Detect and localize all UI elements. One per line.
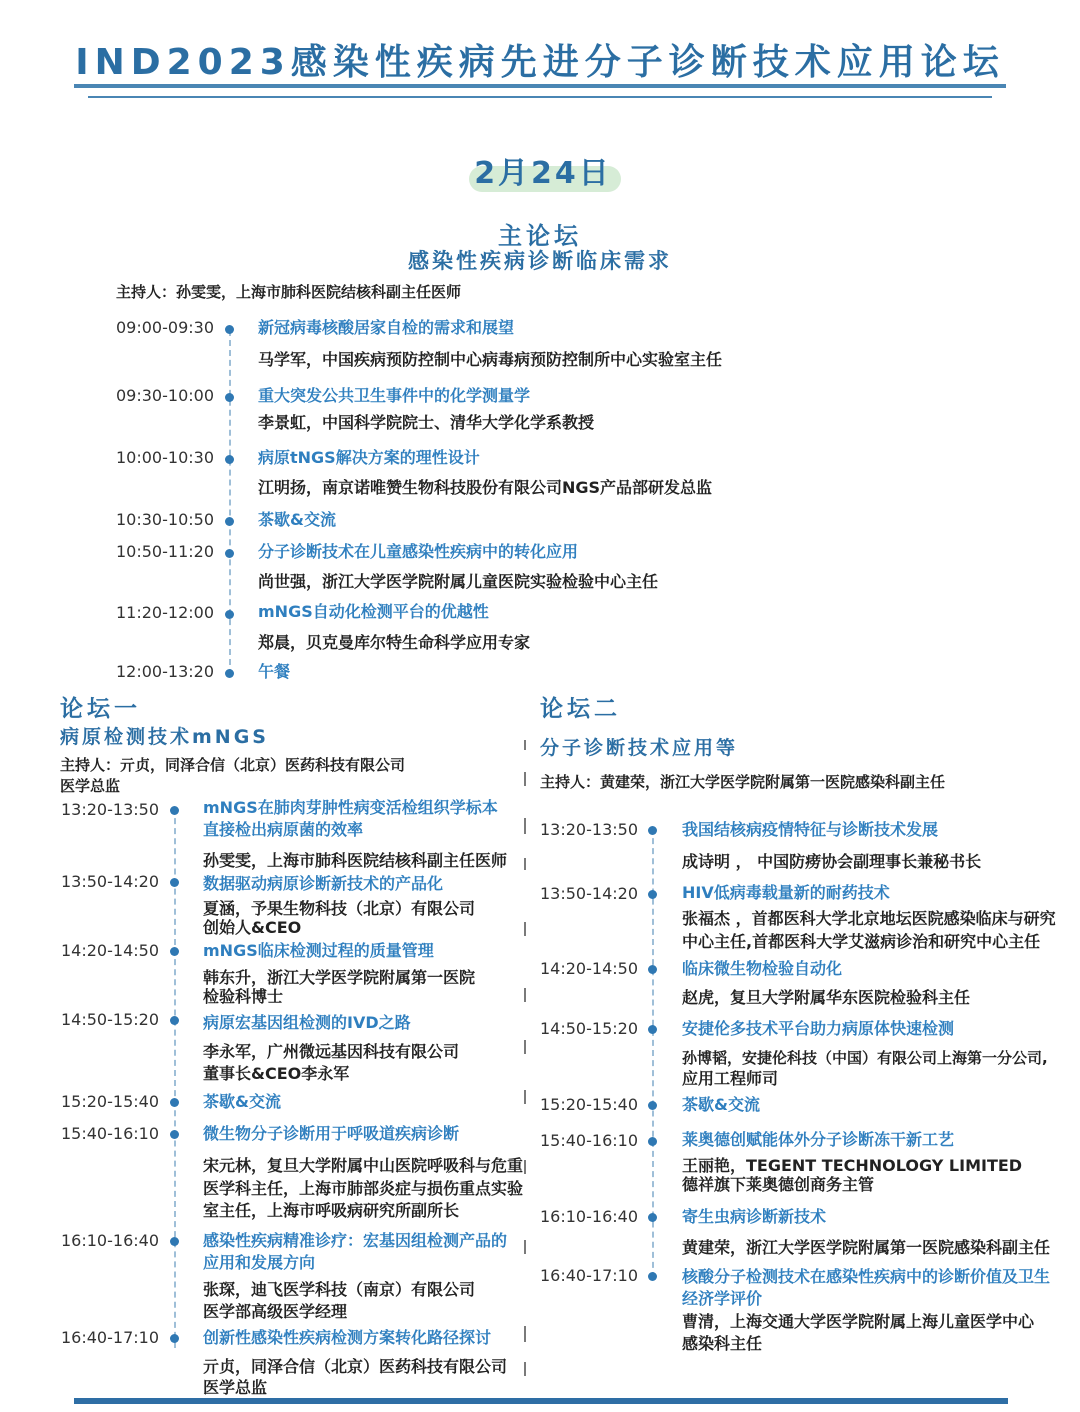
timeline-dot [648,965,657,974]
timeline-dot [225,517,234,526]
session-speaker: 张福杰 ，首都医科大学北京地坛医院感染临床与研究 [682,909,1056,928]
forum1-host-cont: 医学总监 [60,777,121,795]
session-speaker: 赵虎，复旦大学附属华东医院检验科主任 [682,988,971,1007]
session-speaker-cont: 医学科主任，上海市肺部炎症与损伤重点实验 [203,1179,524,1198]
session-speaker-cont: 检验科博士 [203,987,284,1006]
main-forum-host: 主持人：孙雯雯，上海市肺科医院结核科副主任医师 [116,283,462,301]
date-badge [463,148,623,196]
timeline-dot [170,1130,179,1139]
forum1-subheading: 病原检测技术mNGS [60,726,269,748]
session-time: 13:20-13:50 [540,820,638,839]
session-speaker: 成诗明 ， 中国防痨协会副理事长兼秘书长 [682,852,982,871]
session-speaker-cont: 创始人&CEO [203,918,302,937]
main-forum-heading: 主论坛 [498,222,582,250]
footer-bar [74,1398,1008,1404]
forum2-subheading: 分子诊断技术应用等 [540,737,739,759]
session-topic-cont: 应用和发展方向 [203,1253,316,1272]
session-topic: 病原宏基因组检测的IVD之路 [203,1013,411,1032]
session-speaker: 孙雯雯，上海市肺科医院结核科副主任医师 [203,851,508,870]
timeline-dot [225,610,234,619]
session-speaker: 宋元林，复旦大学附属中山医院呼吸科与危重 [203,1156,524,1175]
timeline-dot [225,455,234,464]
session-speaker: 李景虹，中国科学院院士、清华大学化学系教授 [258,413,595,432]
session-speaker-cont: 室主任，上海市呼吸病研究所副所长 [203,1201,460,1220]
session-speaker: 江明扬，南京诺唯赞生物科技股份有限公司NGS产品部研发总监 [258,478,713,497]
session-time: 15:20-15:40 [540,1095,638,1114]
session-topic: HIV低病毒载量新的耐药技术 [682,883,890,902]
timeline-dot [170,806,179,815]
session-time: 09:00-09:30 [116,318,214,337]
timeline-dot [170,1237,179,1246]
timeline-dot [170,1016,179,1025]
timeline-dot [648,1025,657,1034]
session-speaker-cont: 医学部高级医学经理 [203,1302,348,1321]
session-topic: 茶歇&交流 [682,1095,760,1114]
column-divider-dash [524,858,526,870]
session-topic: 新冠病毒核酸居家自检的需求和展望 [258,318,515,337]
session-speaker: 王丽艳，TEGENT TECHNOLOGY LIMITED [682,1156,1023,1175]
session-speaker: 马学军，中国疾病预防控制中心病毒病预防控制所中心实验室主任 [258,350,723,369]
session-time: 12:00-13:20 [116,662,214,681]
timeline-dot [225,549,234,558]
forum1-host: 主持人：亓贞，同泽合信（北京）医药科技有限公司 [60,756,406,774]
session-speaker: 张琛，迪飞医学科技（南京）有限公司 [203,1280,476,1299]
session-speaker-cont: 德祥旗下莱奥德创商务主管 [682,1175,875,1194]
session-time: 15:40-16:10 [540,1131,638,1150]
session-time: 16:40-17:10 [61,1328,159,1347]
timeline-dot [648,890,657,899]
session-time: 16:10-16:40 [540,1207,638,1226]
session-topic: 午餐 [258,662,291,681]
forum1-timeline [174,808,176,1348]
session-topic: mNGS在肺肉芽肿性病变活检组织学标本 [203,798,498,817]
column-divider-dash [524,772,526,786]
forum2-host: 主持人：黄建荣，浙江大学医学院附属第一医院感染科副主任 [540,773,946,791]
session-time: 13:50-14:20 [540,884,638,903]
session-speaker: 亓贞，同泽合信（北京）医药科技有限公司 [203,1357,508,1376]
session-time: 15:40-16:10 [61,1124,159,1143]
timeline-dot [170,1334,179,1343]
session-speaker-cont: 应用工程师司 [682,1069,779,1088]
title-underline [74,84,1006,88]
session-speaker: 曹清，上海交通大学医学院附属上海儿童医学中心 [682,1312,1035,1331]
main-timeline [229,330,231,675]
session-topic: 核酸分子检测技术在感染性疾病中的诊断价值及卫生 [682,1267,1051,1286]
timeline-dot [225,669,234,678]
timeline-dot [648,1213,657,1222]
session-speaker: 孙博韬，安捷伦科技（中国）有限公司上海第一分公司, [682,1049,1048,1067]
session-time: 10:00-10:30 [116,448,214,467]
timeline-dot [648,1101,657,1110]
timeline-dot [648,1272,657,1281]
timeline-dot [170,1098,179,1107]
session-speaker-cont: 医学总监 [203,1378,268,1397]
column-divider-dash [524,1362,526,1376]
timeline-dot [170,947,179,956]
session-time: 11:20-12:00 [116,603,214,622]
session-topic-cont: 直接检出病原菌的效率 [203,820,364,839]
column-divider-dash [524,1040,526,1054]
session-time: 15:20-15:40 [61,1092,159,1111]
session-time: 16:40-17:10 [540,1266,638,1285]
session-time: 13:50-14:20 [61,872,159,891]
timeline-dot [648,826,657,835]
session-time: 13:20-13:50 [61,800,159,819]
session-time: 09:30-10:00 [116,386,214,405]
session-time: 16:10-16:40 [61,1231,159,1250]
column-divider-dash [524,1240,526,1254]
column-divider-dash [524,818,526,834]
session-topic: 茶歇&交流 [258,510,336,529]
session-topic: 微生物分子诊断用于呼吸道疾病诊断 [203,1124,460,1143]
session-speaker: 尚世强，浙江大学医学院附属儿童医院实验检验中心主任 [258,572,659,591]
session-time: 14:50-15:20 [61,1010,159,1029]
column-divider-dash [524,1160,526,1174]
session-topic: 重大突发公共卫生事件中的化学测量学 [258,386,531,405]
session-topic: 创新性感染性疾病检测方案转化路径探讨 [203,1328,492,1347]
session-topic: 我国结核病疫情特征与诊断技术发展 [682,820,939,839]
column-divider-dash [524,922,526,936]
timeline-dot [648,1137,657,1146]
session-speaker: 夏涵，予果生物科技（北京）有限公司 [203,899,476,918]
session-time: 14:20-14:50 [61,941,159,960]
column-divider-dash [524,1090,526,1104]
session-speaker: 韩东升，浙江大学医学院附属第一医院 [203,968,476,987]
session-topic: 安捷伦多技术平台助力病原体快速检测 [682,1019,955,1038]
session-speaker-cont: 董事长&CEO李永军 [203,1064,350,1083]
session-time: 14:20-14:50 [540,959,638,978]
session-time: 10:30-10:50 [116,510,214,529]
main-forum-subheading: 感染性疾病诊断临床需求 [408,249,672,273]
session-speaker: 黄建荣，浙江大学医学院附属第一医院感染科副主任 [682,1238,1051,1257]
forum1-heading: 论坛一 [60,696,141,722]
column-divider-dash [524,988,526,1002]
session-speaker: 郑晨，贝克曼库尔特生命科学应用专家 [258,633,531,652]
session-topic: 茶歇&交流 [203,1092,281,1111]
timeline-dot [170,878,179,887]
session-topic: 病原tNGS解决方案的理性设计 [258,448,480,467]
forum2-heading: 论坛二 [540,696,621,722]
session-topic: 分子诊断技术在儿童感染性疾病中的转化应用 [258,542,579,561]
session-topic: 莱奥德创赋能体外分子诊断冻干新工艺 [682,1130,955,1149]
session-topic: 数据驱动病原诊断新技术的产品化 [203,874,444,893]
session-time: 14:50-15:20 [540,1019,638,1038]
column-divider-dash [524,740,526,750]
title-underline-thin [88,96,992,98]
session-speaker: 李永军，广州微远基因科技有限公司 [203,1042,460,1061]
timeline-dot [225,393,234,402]
session-speaker-cont: 感染科主任 [682,1334,763,1353]
session-topic: 临床微生物检验自动化 [682,959,843,978]
session-time: 10:50-11:20 [116,542,214,561]
session-topic: mNGS临床检测过程的质量管理 [203,941,434,960]
page-title: IND2023感染性疾病先进分子诊断技术应用论坛 [75,42,1005,83]
timeline-dot [225,325,234,334]
session-speaker-cont: 中心主任,首都医科大学艾滋病诊治和研究中心主任 [682,932,1041,951]
session-topic: 寄生虫病诊断新技术 [682,1207,827,1226]
column-divider-dash [524,1326,526,1342]
session-topic: 感染性疾病精准诊疗：宏基因组检测产品的 [203,1231,508,1250]
session-topic: mNGS自动化检测平台的优越性 [258,602,489,621]
session-topic-cont: 经济学评价 [682,1289,763,1308]
event-date: 2月24日 [474,156,612,191]
